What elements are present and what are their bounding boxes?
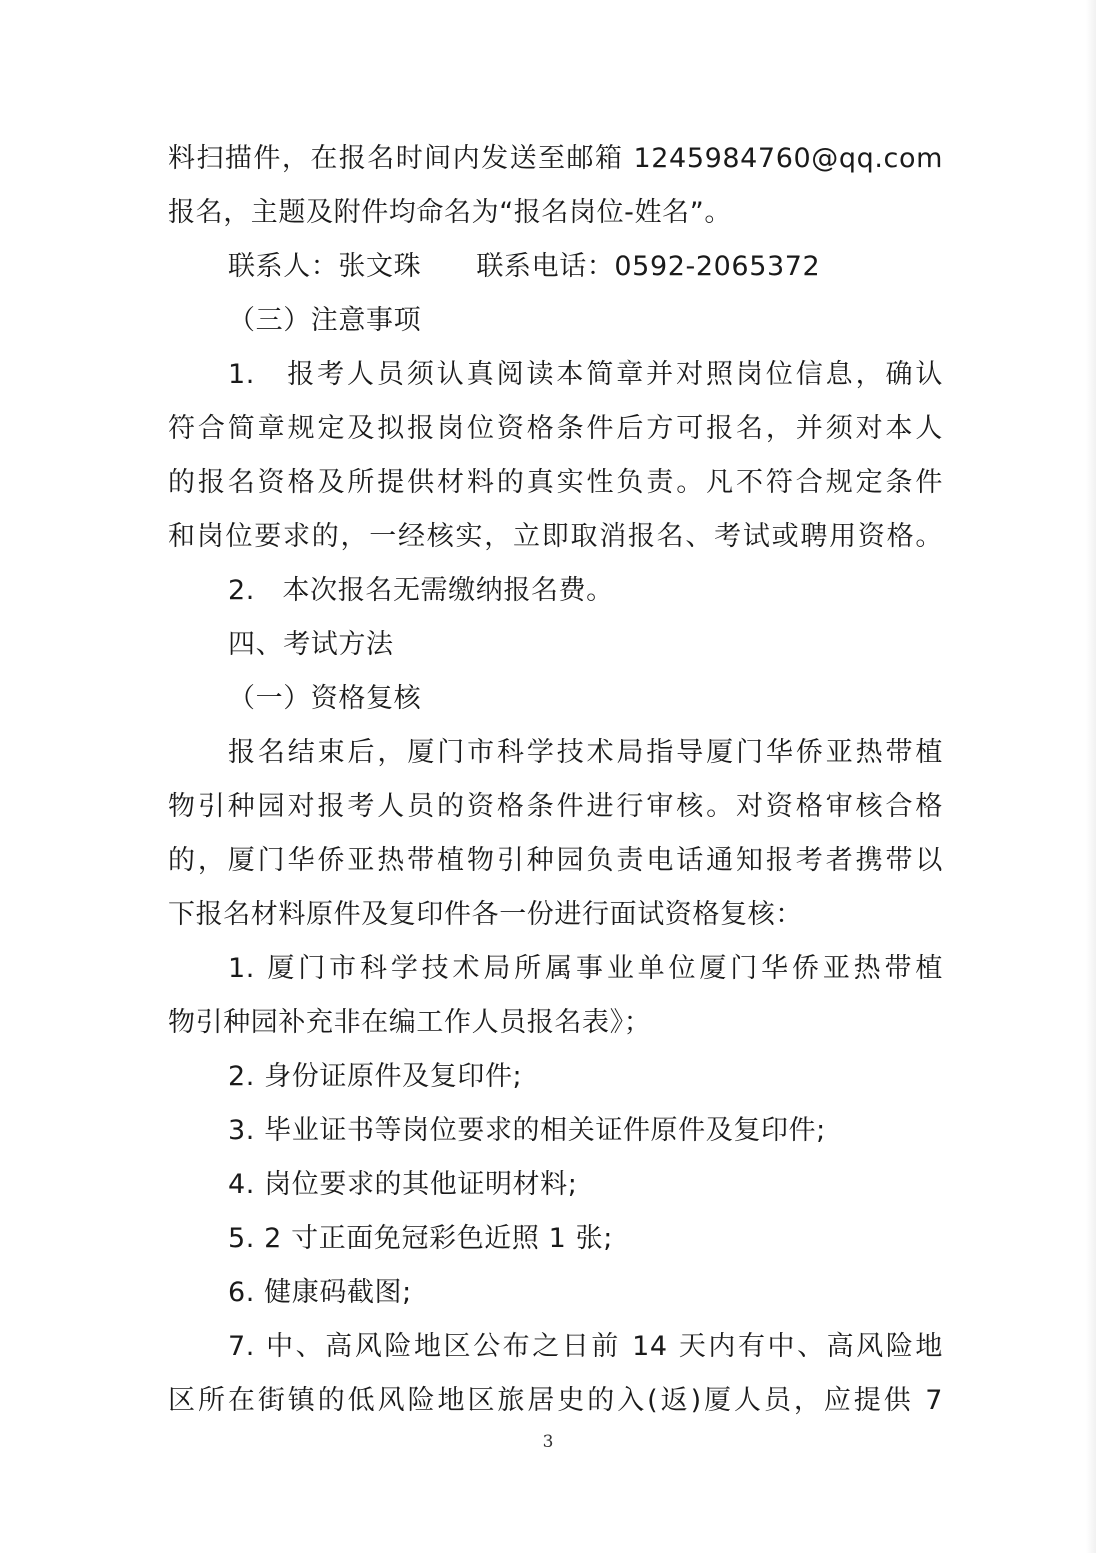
section-heading: （三）注意事项	[228, 305, 422, 336]
section-heading: （一）资格复核	[228, 683, 422, 714]
paragraph-start: 报名结束后，厦门市科学技术局指导厦门华侨亚热带植	[228, 737, 943, 768]
text-line: 和岗位要求的，一经核实，立即取消报名、考试或聘用资格。	[168, 521, 943, 552]
text-line: 区所在街镇的低风险地区旅居史的入(返)厦人员，应提供 7	[168, 1385, 943, 1416]
text-line: 物引种园补充非在编工作人员报名表》；	[168, 1007, 652, 1038]
page-number: 3	[542, 1432, 554, 1452]
list-item: 7. 中、高风险地区公布之日前 14 天内有中、高风险地	[228, 1331, 943, 1362]
list-item: 4. 岗位要求的其他证明材料;	[228, 1169, 578, 1200]
list-item: 1. 报考人员须认真阅读本简章并对照岗位信息，确认	[228, 359, 943, 390]
contact-line: 联系人：张文珠 联系电话：0592-2065372	[228, 251, 821, 282]
list-item: 1. 厦门市科学技术局所属事业单位厦门华侨亚热带植	[228, 953, 943, 984]
section-heading: 四、考试方法	[228, 629, 394, 660]
list-item: 2. 本次报名无需缴纳报名费。	[228, 575, 614, 606]
text-line: 下报名材料原件及复印件各一份进行面试资格复核：	[168, 899, 803, 930]
text-line: 符合简章规定及拟报岗位资格条件后方可报名，并须对本人	[168, 413, 943, 444]
text-line: 的报名资格及所提供材料的真实性负责。凡不符合规定条件	[168, 467, 943, 498]
list-item: 3. 毕业证书等岗位要求的相关证件原件及复印件;	[228, 1115, 826, 1146]
text-line: 料扫描件，在报名时间内发送至邮箱 1245984760@qq.com	[168, 143, 943, 174]
list-item: 2. 身份证原件及复印件;	[228, 1061, 523, 1092]
list-item: 5. 2 寸正面免冠彩色近照 1 张;	[228, 1223, 613, 1254]
list-item: 6. 健康码截图;	[228, 1277, 412, 1308]
text-line: 物引种园对报考人员的资格条件进行审核。对资格审核合格	[168, 791, 943, 822]
text-line: 的，厦门华侨亚热带植物引种园负责电话通知报考者携带以	[168, 845, 943, 876]
page-edge-shadow	[1086, 0, 1096, 1553]
body-text	[168, 132, 943, 1428]
text-line: 报名，主题及附件均命名为“报名岗位-姓名”。	[168, 197, 732, 228]
